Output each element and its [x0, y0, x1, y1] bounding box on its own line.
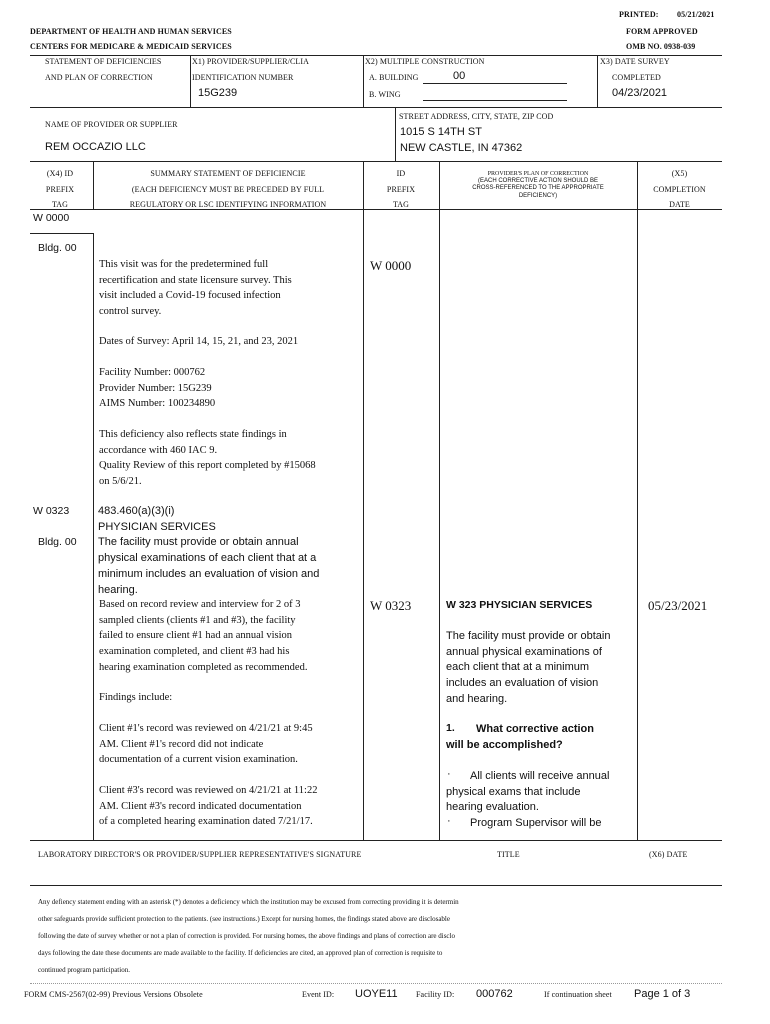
continuation-label: If continuation sheet: [544, 990, 612, 999]
id-header-line-3: TAG: [392, 200, 410, 209]
wing-label: B. WING: [369, 90, 401, 99]
event-id-label: Event ID:: [302, 990, 335, 999]
date-survey-label: X3) DATE SURVEY: [600, 57, 670, 66]
bldg-label-2: Bldg. 00: [38, 536, 77, 548]
survey-intro: This visit was for the predetermined full recertification and state licensure survey. This visit included a Covid-19 focused infection control survey.: [99, 259, 292, 318]
plan-question-number: 1.: [446, 722, 455, 734]
x4-tag-w0000: W 0000: [33, 212, 70, 224]
regulation-text: 483.460(a)(3)(i) PHYSICIAN SERVICES The facility must provide or obtain annual physical examinations of each client that at a minimum includes an evaluation of vision and hearing.: [98, 505, 320, 596]
x5-header-line-3: DATE: [669, 200, 690, 209]
plan-question: What corrective action will be accomplished?: [446, 723, 594, 751]
plan-title: W 323 PHYSICIAN SERVICES: [446, 599, 593, 611]
client-3-record: Client #3's record was reviewed on 4/21/21 at 11:22 AM. Client #3's record indicated documentation of a completed hearing examination dated 7/21/17.: [99, 785, 318, 828]
building-value: 00: [453, 70, 466, 82]
x5-header: [637, 166, 722, 213]
plan-header-line-1: PROVIDER'S PLAN OF CORRECTION: [487, 171, 589, 177]
provider-id-sublabel: IDENTIFICATION NUMBER: [192, 73, 294, 82]
id-header: [363, 166, 439, 213]
plan-bullet-2-marker: ·: [447, 815, 451, 827]
provider-name-label: NAME OF PROVIDER OR SUPPLIER: [45, 120, 178, 129]
id-tag-w0000: W 0000: [370, 258, 412, 273]
disclaimer-line-3: following the date of survey whether or not a plan of correction is provided. For nursing homes, the above findings and plans of correction are disclo: [38, 932, 455, 940]
department-heading: DEPARTMENT OF HEALTH AND HUMAN SERVICES: [30, 27, 232, 36]
survey-dates: Dates of Survey: April 14, 15, 21, and 23, 2021: [99, 336, 299, 347]
title-label: TITLE: [497, 850, 520, 859]
disclaimer: [38, 894, 728, 979]
facility-id-value: 000762: [476, 988, 513, 1000]
plan-bullet-1-marker: ·: [447, 768, 451, 780]
x4-header: [30, 166, 90, 213]
id-tag-w0323: W 0323: [370, 598, 412, 613]
plan-header-line-2: (EACH CORRECTIVE ACTION SHOULD BE: [477, 178, 599, 185]
form-number: FORM CMS-2567(02-99) Previous Versions Obsolete: [24, 990, 203, 999]
printed-date: 05/21/2021: [677, 10, 715, 19]
disclaimer-line-4: days following the date these documents are made available to the facility. If deficiencies are cited, an approved plan of correction is requisite to: [38, 949, 443, 957]
street-address-line-2: NEW CASTLE, IN 47362: [400, 142, 523, 154]
x4-header-line-1: (X4) ID: [46, 169, 74, 178]
plan-header-line-4: DEFICIENCY): [518, 192, 558, 199]
based-on-text: Based on record review and interview for 2 of 3 sampled clients (clients #1 and #3), the facility failed to ensure client #1 had an annual vision examination completed, and client #3 had his hearing examination completed as recommended.: [99, 599, 308, 673]
centers-heading: CENTERS FOR MEDICARE & MEDICAID SERVICES: [30, 42, 232, 51]
x4-tag-w0323: W 0323: [33, 505, 70, 517]
form-approved: FORM APPROVED: [626, 27, 698, 36]
plan-regulation: The facility must provide or obtain annual physical examinations of each client that at a minimum includes an evaluation of vision and hearing.: [446, 630, 611, 705]
id-header-line-2: PREFIX: [386, 184, 416, 194]
plan-bullet-2: Program Supervisor will be: [470, 817, 602, 829]
statement-label-1: STATEMENT OF DEFICIENCIES: [45, 57, 162, 66]
date-survey-value: 04/23/2021: [612, 87, 668, 99]
bldg-label-1: Bldg. 00: [38, 242, 77, 254]
plan-bullet-1: All clients will receive annual physical exams that include hearing evaluation.: [446, 770, 610, 814]
provider-id-value: 15G239: [198, 87, 238, 99]
multiple-construction-label: X2) MULTIPLE CONSTRUCTION: [365, 57, 485, 66]
x5-header-line-2: COMPLETION: [653, 184, 706, 194]
x6-date-label: (X6) DATE: [649, 850, 688, 859]
completion-date: 05/23/2021: [648, 598, 708, 613]
date-survey-sublabel: COMPLETED: [612, 73, 661, 82]
x4-header-line-3: TAG: [51, 200, 69, 209]
disclaimer-line-2: other safeguards provide sufficient protection to the patients. (see instructions.) Except for nursing homes, the findings stated above are disclosable: [38, 915, 450, 923]
lab-director-signature-label: LABORATORY DIRECTOR'S OR PROVIDER/SUPPLIER REPRESENTATIVE'S SIGNATURE: [38, 850, 362, 859]
disclaimer-line-5: continued program participation.: [38, 966, 130, 974]
page-number: Page 1 of 3: [634, 988, 691, 1000]
building-field: [423, 70, 567, 84]
printed-label: PRINTED:: [619, 10, 659, 19]
plan-header-line-3: CROSS-REFERENCED TO THE APPROPRIATE: [472, 185, 604, 192]
client-1-record: Client #1's record was reviewed on 4/21/21 at 9:45 AM. Client #1's record did not indicate documentation of a current vision examination.: [99, 723, 313, 766]
summary-header-line-3: REGULATORY OR LSC IDENTIFYING INFORMATION: [129, 200, 327, 209]
wing-field: [423, 88, 567, 101]
facility-numbers: Facility Number: 000762 Provider Number: 15G239 AIMS Number: 100234890: [99, 367, 216, 410]
findings-include: Findings include:: [99, 692, 173, 703]
state-findings: This deficiency also reflects state findings in accordance with 460 IAC 9. Quality Review of this report completed by #15068 on 5/6/21.: [99, 429, 316, 488]
street-address-line-1: 1015 S 14TH ST: [400, 126, 482, 138]
event-id-value: UOYE11: [355, 988, 398, 1000]
id-header-line-1: ID: [396, 169, 406, 178]
plan-header: [440, 171, 636, 200]
x4-header-line-2: PREFIX: [45, 184, 75, 194]
summary-header-line-1: SUMMARY STATEMENT OF DEFICIENCIE: [150, 169, 306, 178]
building-label: A. BUILDING: [369, 73, 419, 82]
street-address-label: STREET ADDRESS, CITY, STATE, ZIP COD: [399, 112, 554, 121]
disclaimer-line-1: Any defiency statement ending with an asterisk (*) denotes a deficiency which the institution may be excused from correcting providing it is determin: [38, 898, 459, 906]
facility-id-label: Facility ID:: [416, 990, 455, 999]
provider-name-value: REM OCCAZIO LLC: [45, 141, 146, 153]
statement-label-2: AND PLAN OF CORRECTION: [45, 73, 153, 82]
omb-number: OMB NO. 0938-039: [626, 42, 696, 51]
summary-header: [93, 166, 363, 213]
summary-header-line-2: (EACH DEFICIENCY MUST BE PRECEDED BY FULL: [131, 184, 325, 194]
provider-id-label: X1) PROVIDER/SUPPLIER/CLIA: [192, 57, 310, 66]
x5-header-line-1: (X5): [671, 169, 688, 178]
